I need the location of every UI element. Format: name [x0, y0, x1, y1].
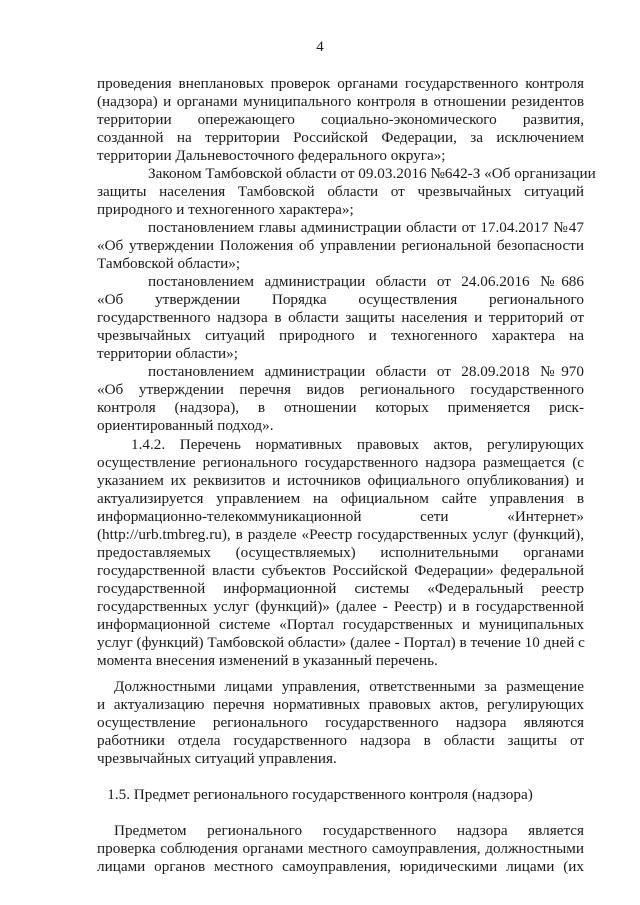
text-line: актуализируется управлением на официальном сайте управления в	[97, 490, 584, 507]
text-line: постановлением администрации области от 28.09.2018 №970	[148, 363, 584, 380]
text-line: предоставляемых (осуществляемых) исполнительными органами	[97, 544, 584, 561]
text-line: (http://urb.tmbreg.ru), в разделе «Реестр государственных услуг (функций),	[97, 526, 584, 543]
text-line: чрезвычайных ситуаций управления.	[97, 750, 337, 767]
text-line: государственной информационной системы «Федеральный реестр	[97, 580, 584, 597]
text-line: созданной на территории Российской Федерации, за исключением	[97, 129, 584, 146]
text-line: 1.4.2. Перечень нормативных правовых актов, регулирующих	[131, 436, 584, 453]
text-line: защиты населения Тамбовской области от чрезвычайных ситуаций	[97, 183, 584, 200]
text-line: проверка соблюдения органами местного самоуправления, должностными	[97, 840, 584, 857]
text-line: информационной системе «Портал государственных и муниципальных	[97, 616, 584, 633]
text-line: (надзора) и органами муниципального контроля в отношении резидентов	[97, 93, 584, 110]
text-line: постановлением администрации области от 24.06.2016 №686	[148, 273, 584, 290]
text-line: природного и техногенного характера»;	[97, 201, 354, 218]
text-line: момента внесения изменений в указанный перечень.	[97, 652, 438, 669]
text-line: работники отдела государственного надзора в области защиты от	[97, 732, 584, 749]
text-line: постановлением главы администрации области от 17.04.2017 №47	[148, 219, 584, 236]
text-line: указанием их реквизитов и источников официального опубликования) и	[97, 472, 584, 489]
text-line: государственной власти субъектов Российской Федерации» федеральной	[97, 562, 584, 579]
text-line: государственного надзора в области защиты населения и территорий от	[97, 309, 584, 326]
text-line: Предметом регионального государственного надзора является	[114, 822, 584, 839]
text-line: «Об утверждении перечня видов регионального государственного	[97, 381, 584, 398]
section-heading: 1.5. Предмет регионального государственного контроля (надзора)	[107, 786, 533, 803]
text-line: государственных услуг (функций)» (далее - Реестр) и в государственной	[97, 598, 584, 615]
text-line: лицами органов местного самоуправления, юридическими лицами (их	[97, 858, 584, 875]
text-line: Тамбовской области»;	[97, 255, 241, 272]
text-line: чрезвычайных ситуаций природного и техногенного характера на	[97, 327, 584, 344]
page-number: 4	[316, 39, 324, 55]
text-line: осуществление регионального государственного надзора размещается (с	[97, 454, 584, 471]
text-line: ориентированный подход».	[97, 417, 274, 434]
text-line: «Об утверждении Порядка осуществления регионального	[97, 291, 584, 308]
text-line: контроля (надзора), в отношении которых применяется риск-	[97, 399, 584, 416]
text-line: проведения внеплановых проверок органами государственного контроля	[97, 75, 584, 92]
text-line: информационно-телекоммуникационной сети «Интернет»	[97, 508, 584, 525]
text-line: «Об утверждении Положения об управлении региональной безопасности	[97, 237, 584, 254]
text-line: территории Дальневосточного федерального округа»;	[97, 147, 446, 164]
text-line: Должностными лицами управления, ответственными за размещение	[114, 678, 584, 695]
text-line: Законом Тамбовской области от 09.03.2016 №642-З «Об организации	[148, 165, 596, 182]
text-line: территории области»;	[97, 345, 238, 362]
text-line: осуществление регионального государственного надзора являются	[97, 714, 584, 731]
text-line: услуг (функций) Тамбовской области» (далее - Портал) в течение 10 дней с	[97, 634, 585, 651]
text-line: территории опережающего социально-экономического развития,	[97, 111, 584, 128]
text-line: и актуализацию перечня нормативных правовых актов, регулирующих	[97, 696, 584, 713]
